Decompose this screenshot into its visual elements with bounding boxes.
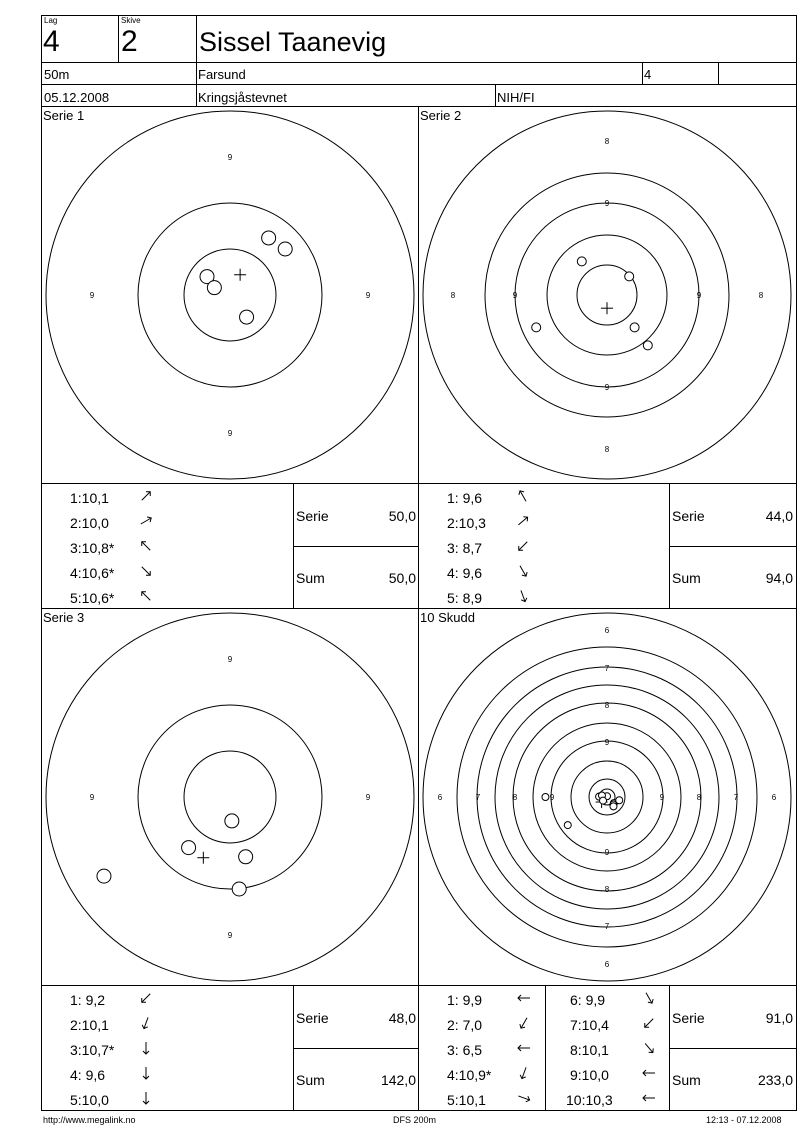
shot-label: 5:10,1 — [447, 1092, 486, 1108]
sum-label: Sum — [296, 1072, 325, 1088]
target-serie1 — [42, 107, 418, 483]
score4-div-a — [545, 985, 546, 1111]
footer-url: http://www.megalink.no — [43, 1115, 136, 1125]
bullet-hole — [610, 803, 617, 810]
direction-arrow-icon — [515, 513, 531, 529]
shot-label: 3: 8,7 — [447, 540, 483, 556]
direction-arrow-icon — [138, 1065, 154, 1081]
bullet-hole — [600, 797, 607, 804]
shot-label: 3: 6,5 — [447, 1042, 483, 1058]
ring-number: 9 — [604, 738, 610, 747]
score3-mid — [293, 1048, 419, 1049]
serie-label: Serie — [672, 1010, 705, 1026]
target-ring — [423, 111, 791, 479]
shot-label: 6: 9,9 — [570, 992, 606, 1008]
event: Kringsjåstevnet — [198, 90, 287, 105]
shot-label: 2: 7,0 — [447, 1017, 483, 1033]
frame-right — [796, 15, 797, 1111]
target-ring — [547, 235, 667, 355]
bullet-hole — [542, 794, 549, 801]
serie-value: 50,0 — [388, 508, 416, 524]
target-ring — [138, 203, 322, 387]
serie-label: Serie — [296, 1010, 329, 1026]
direction-arrow-icon — [138, 488, 154, 504]
ring-number: 8 — [450, 291, 456, 300]
direction-arrow-icon — [516, 1015, 532, 1031]
ring-number: 9 — [604, 848, 610, 857]
ring-number: 8 — [604, 445, 610, 454]
target-ring — [184, 249, 276, 341]
direction-arrow-icon — [516, 990, 532, 1006]
ring-number: 7 — [604, 664, 610, 673]
shooter-name: Sissel Taanevig — [199, 27, 387, 57]
lag-value: 4 — [43, 25, 60, 58]
shot-label: 2:10,0 — [70, 515, 109, 531]
shot-label: 5:10,0 — [70, 1092, 109, 1108]
ring-number: 9 — [227, 153, 233, 162]
bullet-hole — [577, 257, 586, 266]
shot-label: 10:10,3 — [566, 1092, 613, 1108]
ring-number: 6 — [771, 793, 777, 802]
direction-arrow-icon — [516, 1065, 532, 1081]
shot-label: 3:10,7* — [70, 1042, 115, 1058]
ring-number: 8 — [696, 793, 702, 802]
bullet-hole — [616, 797, 623, 804]
target-ring — [46, 613, 414, 981]
target-ring — [512, 203, 699, 387]
ring-number: 7 — [475, 793, 481, 802]
serie-label: Serie — [296, 508, 329, 524]
bullet-hole — [262, 231, 276, 245]
ring-number: 9 — [89, 291, 95, 300]
ring-number: 9 — [227, 429, 233, 438]
direction-arrow-icon — [641, 1065, 657, 1081]
header-div-2 — [196, 15, 197, 107]
frame-bottom — [41, 1110, 797, 1111]
shot-label: 1:10,1 — [70, 490, 109, 506]
ring-number: 8 — [604, 137, 610, 146]
direction-arrow-icon — [515, 588, 531, 604]
sum-label: Sum — [672, 1072, 701, 1088]
direction-arrow-icon — [138, 588, 154, 604]
shot-label: 4: 9,6 — [70, 1067, 106, 1083]
bullet-hole — [97, 869, 111, 883]
panel3-bottom — [41, 985, 797, 986]
target-serie2 — [419, 107, 795, 483]
ring-number: 6 — [437, 793, 443, 802]
bullet-hole — [532, 323, 541, 332]
panel-title-serie1: Serie 1 — [43, 108, 85, 123]
lag-label: Lag — [44, 16, 58, 25]
header-div-5 — [495, 84, 496, 107]
ring-number: 9 — [549, 793, 555, 802]
sum-label: Sum — [296, 570, 325, 586]
bullet-hole — [239, 850, 253, 864]
bullet-hole — [278, 242, 292, 256]
direction-arrow-icon — [641, 1040, 657, 1056]
ring-number: 9 — [227, 931, 233, 940]
bullet-hole — [225, 814, 239, 828]
header-div-1 — [118, 15, 119, 63]
ring-number: 6 — [604, 626, 610, 635]
bullet-hole — [240, 310, 254, 324]
target-ring — [46, 111, 414, 479]
panel-title-total: 10 Skudd — [420, 610, 475, 625]
score4-mid — [669, 1048, 797, 1049]
bullet-hole — [182, 841, 196, 855]
ring-number: 8 — [604, 885, 610, 894]
club: Farsund — [198, 67, 246, 82]
shot-label: 1: 9,9 — [447, 992, 483, 1008]
bullet-hole — [232, 882, 246, 896]
bullet-hole — [625, 272, 634, 281]
direction-arrow-icon — [515, 563, 531, 579]
shot-label: 2:10,1 — [70, 1017, 109, 1033]
target-serie3 — [42, 609, 418, 985]
shot-label: 9:10,0 — [570, 1067, 609, 1083]
serie-value: 91,0 — [765, 1010, 793, 1026]
direction-arrow-icon — [515, 538, 531, 554]
ring-number: 9 — [604, 383, 610, 392]
ring-number: 9 — [696, 291, 702, 300]
shot-label: 2:10,3 — [447, 515, 486, 531]
header-div-3 — [642, 62, 643, 85]
sum-label: Sum — [672, 570, 701, 586]
ring-number: 8 — [512, 793, 518, 802]
direction-arrow-icon — [138, 513, 154, 529]
header-line-2 — [41, 84, 797, 85]
target-ring — [184, 751, 276, 843]
ring-number: 6 — [604, 960, 610, 969]
date: 05.12.2008 — [44, 90, 110, 105]
direction-arrow-icon — [138, 1015, 154, 1031]
skive-label: Skive — [121, 16, 141, 25]
frame-top — [41, 15, 797, 16]
header-line-1 — [41, 62, 797, 63]
bullet-hole — [643, 341, 652, 350]
ring-number: 9 — [365, 793, 371, 802]
direction-arrow-icon — [516, 1090, 532, 1106]
direction-arrow-icon — [138, 1040, 154, 1056]
shot-label: 4:10,9* — [447, 1067, 492, 1083]
group: NIH/FI — [497, 90, 535, 105]
direction-arrow-icon — [138, 1090, 154, 1106]
ring-number: 9 — [365, 291, 371, 300]
direction-arrow-icon — [138, 563, 154, 579]
shot-label: 7:10,4 — [570, 1017, 609, 1033]
footer-software: DFS 200m — [393, 1115, 437, 1125]
shot-label: 3:10,8* — [70, 540, 115, 556]
ring-number: 7 — [604, 922, 610, 931]
panel-title-serie3: Serie 3 — [43, 610, 85, 625]
sum-value: 94,0 — [765, 570, 793, 586]
shot-label: 4:10,6* — [70, 565, 115, 581]
shot-label: 5:10,6* — [70, 590, 115, 606]
shot-label: 5: 8,9 — [447, 590, 483, 606]
target-ring — [138, 705, 322, 889]
sum-value: 50,0 — [388, 570, 416, 586]
ring-number: 8 — [758, 291, 764, 300]
direction-arrow-icon — [641, 1015, 657, 1031]
panel1-bottom — [41, 483, 797, 484]
sum-value: 233,0 — [757, 1072, 793, 1088]
bullet-hole — [630, 323, 639, 332]
shot-label: 8:10,1 — [570, 1042, 609, 1058]
direction-arrow-icon — [641, 990, 657, 1006]
serie-value: 44,0 — [765, 508, 793, 524]
ring-number: 7 — [733, 793, 739, 802]
ring-number: 9 — [89, 793, 95, 802]
header-div-4 — [718, 62, 719, 85]
distance: 50m — [44, 67, 70, 82]
ring-number: 9 — [659, 793, 665, 802]
serie-label: Serie — [672, 508, 705, 524]
direction-arrow-icon — [515, 488, 531, 504]
shot-label: 1: 9,2 — [70, 992, 106, 1008]
target-ring — [485, 173, 729, 417]
score2-mid — [669, 546, 797, 547]
footer-timestamp: 12:13 - 07.12.2008 — [706, 1115, 782, 1125]
panel-title-serie2: Serie 2 — [420, 108, 462, 123]
bullet-hole — [564, 822, 571, 829]
shot-label: 4: 9,6 — [447, 565, 483, 581]
sum-value: 142,0 — [380, 1072, 416, 1088]
ring-number: 8 — [604, 701, 610, 710]
direction-arrow-icon — [138, 538, 154, 554]
skive-value: 2 — [121, 25, 138, 58]
bullet-hole — [207, 281, 221, 295]
direction-arrow-icon — [138, 990, 154, 1006]
score1-mid — [293, 546, 419, 547]
class: 4 — [644, 67, 652, 82]
shot-label: 1: 9,6 — [447, 490, 483, 506]
direction-arrow-icon — [516, 1040, 532, 1056]
serie-value: 48,0 — [388, 1010, 416, 1026]
ring-number: 9 — [512, 291, 518, 300]
ring-number: 9 — [227, 655, 233, 664]
direction-arrow-icon — [641, 1090, 657, 1106]
ring-number: 9 — [604, 199, 610, 208]
target-total — [419, 609, 795, 985]
